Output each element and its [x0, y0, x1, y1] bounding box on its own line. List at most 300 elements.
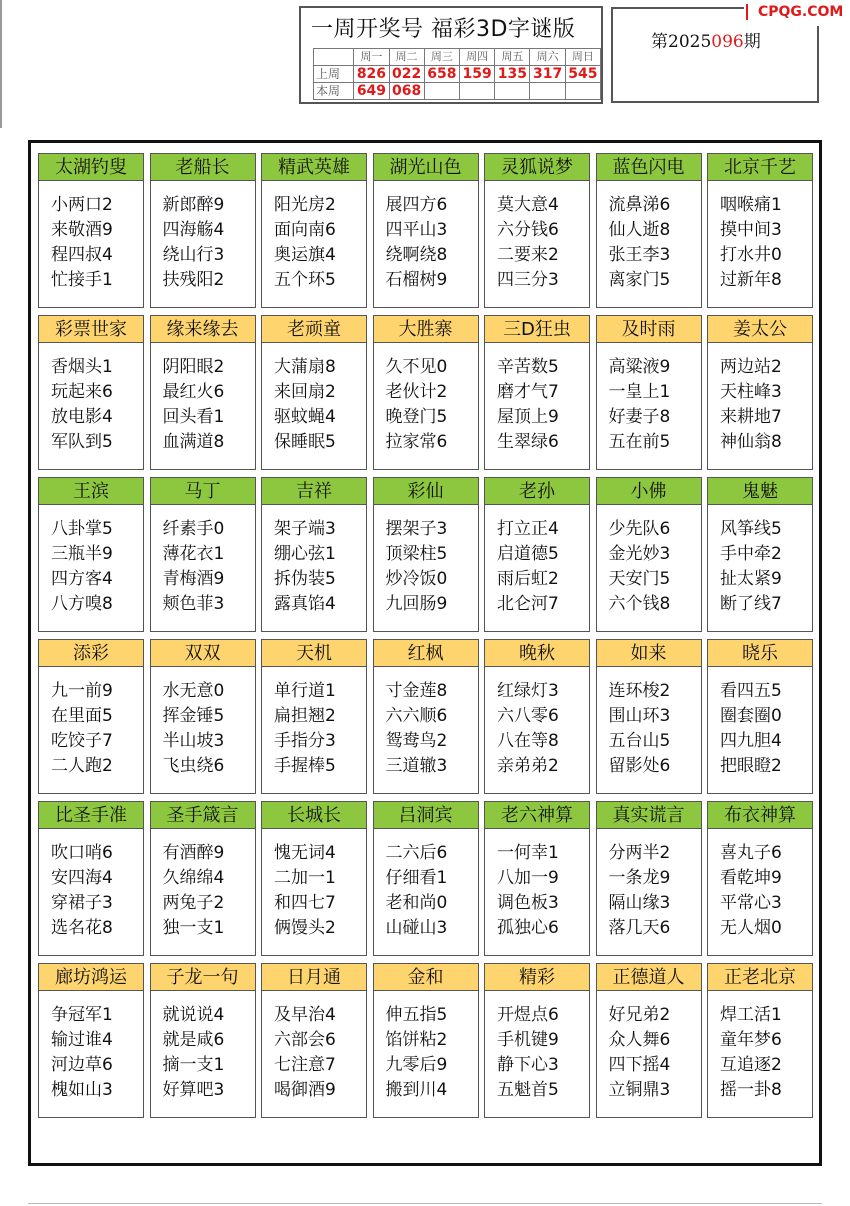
- card-body: [38, 667, 144, 794]
- riddle-line: 老伙计2: [385, 382, 448, 402]
- riddle-line: 选名花8: [51, 918, 113, 938]
- riddle-line: 立铜鼎3: [608, 1080, 671, 1100]
- issue-prefix: 第2025: [651, 32, 712, 52]
- riddle-line: 手指分3: [274, 731, 336, 751]
- card-title: 老船长: [150, 153, 256, 181]
- riddle-line: 来回扇2: [274, 382, 336, 402]
- card-body: [261, 991, 367, 1118]
- card-body: [484, 343, 590, 470]
- riddle-card: [596, 153, 702, 308]
- draw-number: 826: [354, 66, 389, 83]
- riddle-line: 八在等8: [497, 731, 559, 751]
- draw-number: [460, 83, 495, 100]
- riddle-line: 炒冷饭0: [385, 569, 448, 589]
- riddle-line: 九零后9: [385, 1055, 448, 1075]
- issue-highlight: 096: [711, 32, 744, 52]
- card-title: 马丁: [150, 477, 256, 505]
- day-header: 周五: [495, 49, 530, 66]
- draw-results-panel: [299, 6, 603, 104]
- card-title: 大胜寨: [373, 315, 479, 343]
- watermark-text: CPQG.COM: [758, 4, 844, 20]
- issue-number: [651, 27, 761, 52]
- draw-number: 159: [460, 66, 495, 83]
- riddle-card: [707, 315, 813, 470]
- riddle-line: 好兄弟2: [608, 1005, 671, 1025]
- riddle-line: 北仑河7: [497, 594, 559, 614]
- draw-number: [495, 83, 530, 100]
- riddle-line: 生翠绿6: [497, 432, 559, 452]
- riddle-line: 喜丸子6: [720, 843, 782, 863]
- riddle-card: [150, 963, 256, 1118]
- riddle-line: 馅饼粘2: [385, 1030, 448, 1050]
- riddle-line: 八方嗅8: [51, 594, 113, 614]
- card-title: 金和: [373, 963, 479, 991]
- card-body: [596, 991, 702, 1118]
- card-body: [261, 667, 367, 794]
- riddle-line: 把眼瞪2: [720, 756, 782, 776]
- riddle-line: 回头看1: [162, 407, 225, 427]
- riddle-line: 吃饺子7: [51, 731, 113, 751]
- card-title: 圣手箴言: [150, 801, 256, 829]
- riddle-card: [484, 153, 590, 308]
- card-body: [707, 181, 813, 308]
- riddle-line: 小两口2: [51, 195, 113, 215]
- riddle-line: 玩起来6: [51, 382, 113, 402]
- riddle-card: [484, 801, 590, 956]
- riddle-card: [373, 963, 479, 1118]
- riddle-card: [150, 639, 256, 794]
- riddle-line: 拆伪装5: [274, 569, 336, 589]
- riddle-line: 调色板3: [497, 893, 559, 913]
- card-body: [373, 181, 479, 308]
- riddle-line: 架子端3: [274, 519, 336, 539]
- card-title: 精彩: [484, 963, 590, 991]
- riddle-line: 搬到川4: [385, 1080, 448, 1100]
- riddle-line: 围山环3: [608, 706, 671, 726]
- riddle-card: [484, 315, 590, 470]
- riddle-card: [38, 315, 144, 470]
- riddle-line: 来耕地7: [720, 407, 782, 427]
- riddle-line: 天安门5: [608, 569, 671, 589]
- riddle-card: [261, 153, 367, 308]
- riddle-line: 挥金锤5: [162, 706, 225, 726]
- card-title: 精武英雄: [261, 153, 367, 181]
- card-title: 小佛: [596, 477, 702, 505]
- riddle-line: 磨才气7: [497, 382, 559, 402]
- riddle-line: 面向南6: [274, 220, 336, 240]
- riddle-line: 扶残阳2: [162, 270, 225, 290]
- riddle-card: [596, 801, 702, 956]
- riddle-line: 流鼻涕6: [608, 195, 671, 215]
- riddle-line: 有酒醉9: [162, 843, 225, 863]
- riddle-line: 童年梦6: [720, 1030, 782, 1050]
- riddle-card: [484, 477, 590, 632]
- riddle-line: 神仙翁8: [720, 432, 782, 452]
- riddle-card: [38, 153, 144, 308]
- card-title: 缘来缘去: [150, 315, 256, 343]
- riddle-line: 分两半2: [608, 843, 671, 863]
- card-body: [707, 667, 813, 794]
- riddle-line: 青梅酒9: [162, 569, 225, 589]
- riddle-line: 绕啊绕8: [385, 245, 448, 265]
- day-header: 周六: [530, 49, 565, 66]
- card-title: 王滨: [38, 477, 144, 505]
- card-body: [707, 829, 813, 956]
- riddle-line: 打立正4: [497, 519, 559, 539]
- card-body: [150, 667, 256, 794]
- riddle-line: 四方客4: [51, 569, 113, 589]
- riddle-line: 及早治4: [274, 1005, 336, 1025]
- card-title: 老顽童: [261, 315, 367, 343]
- riddle-line: 风筝线5: [720, 519, 782, 539]
- riddle-line: 六个钱8: [608, 594, 671, 614]
- riddle-card: [38, 477, 144, 632]
- card-title: 晓乐: [707, 639, 813, 667]
- riddle-line: 好妻子8: [608, 407, 671, 427]
- riddle-line: 五魁首5: [497, 1080, 559, 1100]
- riddle-line: 二人跑2: [51, 756, 113, 776]
- riddle-line: 开煜点6: [497, 1005, 559, 1025]
- riddle-line: 来敬酒9: [51, 220, 113, 240]
- card-body: [373, 991, 479, 1118]
- riddle-line: 三道辙3: [385, 756, 448, 776]
- card-body: [38, 343, 144, 470]
- card-body: [596, 667, 702, 794]
- riddle-line: 露真馅4: [274, 594, 336, 614]
- riddle-line: 无人烟0: [720, 918, 782, 938]
- card-body: [596, 181, 702, 308]
- riddle-line: 河边草6: [51, 1055, 113, 1075]
- card-body: [261, 505, 367, 632]
- riddle-line: 绷心弦1: [274, 544, 336, 564]
- card-title: 长城长: [261, 801, 367, 829]
- left-edge-line: [0, 0, 2, 128]
- card-title: 彩仙: [373, 477, 479, 505]
- riddle-card: [38, 963, 144, 1118]
- riddle-line: 喝御酒9: [274, 1080, 336, 1100]
- riddle-line: 隔山缘3: [608, 893, 671, 913]
- card-body: [150, 343, 256, 470]
- riddle-line: 六八零6: [497, 706, 559, 726]
- riddle-line: 老和尚0: [385, 893, 448, 913]
- riddle-line: 仔细看1: [385, 868, 448, 888]
- riddle-line: 阳光房2: [274, 195, 336, 215]
- draw-results-table: [313, 48, 601, 100]
- riddle-card: [484, 963, 590, 1118]
- card-body: [373, 667, 479, 794]
- riddle-line: 石榴树9: [385, 270, 448, 290]
- riddle-line: 忙接手1: [51, 270, 113, 290]
- riddle-card: [261, 801, 367, 956]
- card-body: [261, 829, 367, 956]
- riddle-line: 金光妙3: [608, 544, 671, 564]
- riddle-line: 好算吧3: [162, 1080, 225, 1100]
- card-title: 吉祥: [261, 477, 367, 505]
- bottom-divider: [28, 1203, 822, 1204]
- card-body: [38, 829, 144, 956]
- riddle-line: 七注意7: [274, 1055, 336, 1075]
- riddle-line: 过新年8: [720, 270, 782, 290]
- day-header: 周日: [565, 49, 600, 66]
- riddle-line: 久绵绵4: [162, 868, 225, 888]
- riddle-line: 少先队6: [608, 519, 671, 539]
- riddle-card: [373, 639, 479, 794]
- riddle-line: 和四七7: [274, 893, 336, 913]
- card-body: [484, 991, 590, 1118]
- riddle-line: 张王李3: [608, 245, 671, 265]
- riddle-card: [261, 963, 367, 1118]
- riddle-line: 启道德5: [497, 544, 559, 564]
- card-body: [373, 829, 479, 956]
- riddle-line: 独一支1: [162, 918, 225, 938]
- riddle-card: [373, 477, 479, 632]
- riddle-line: 飞虫绕6: [162, 756, 225, 776]
- card-title: 及时雨: [596, 315, 702, 343]
- riddle-grid: [28, 140, 822, 1166]
- riddle-line: 摇一卦8: [720, 1080, 782, 1100]
- riddle-card: [38, 801, 144, 956]
- riddle-line: 二六后6: [385, 843, 448, 863]
- draw-number: 135: [495, 66, 530, 83]
- riddle-line: 亲弟弟2: [497, 756, 559, 776]
- riddle-card: [707, 477, 813, 632]
- riddle-line: 水无意0: [162, 681, 225, 701]
- card-title: 子龙一句: [150, 963, 256, 991]
- riddle-line: 在里面5: [51, 706, 113, 726]
- card-body: [373, 343, 479, 470]
- page-title: 一周开奖号 福彩3D字谜版: [311, 17, 576, 42]
- riddle-line: 辛苦数5: [497, 357, 559, 377]
- riddle-line: 打水井0: [720, 245, 782, 265]
- riddle-line: 一皇上1: [608, 382, 671, 402]
- riddle-line: 平常心3: [720, 893, 782, 913]
- card-body: [261, 343, 367, 470]
- riddle-line: 扯太紧9: [720, 569, 782, 589]
- day-header: 周四: [460, 49, 495, 66]
- riddle-line: 四平山3: [385, 220, 448, 240]
- draw-number: 022: [389, 66, 424, 83]
- card-body: [150, 181, 256, 308]
- riddle-line: 焊工活1: [720, 1005, 782, 1025]
- card-title: 如来: [596, 639, 702, 667]
- riddle-line: 愧无词4: [274, 843, 336, 863]
- riddle-line: 争冠军1: [51, 1005, 113, 1025]
- riddle-line: 扁担翘2: [274, 706, 336, 726]
- card-body: [38, 505, 144, 632]
- card-body: [596, 505, 702, 632]
- day-header: 周二: [389, 49, 424, 66]
- riddle-line: 看四五5: [720, 681, 782, 701]
- riddle-line: 九回肠9: [385, 594, 448, 614]
- day-header: 周一: [354, 49, 389, 66]
- riddle-line: 就是咸6: [162, 1030, 225, 1050]
- card-body: [373, 505, 479, 632]
- riddle-line: 四下摇4: [608, 1055, 671, 1075]
- card-body: [38, 181, 144, 308]
- draw-number: [424, 83, 459, 100]
- card-body: [596, 343, 702, 470]
- riddle-card: [707, 963, 813, 1118]
- card-body: [484, 181, 590, 308]
- riddle-line: 摆架子3: [385, 519, 448, 539]
- riddle-line: 摘一支1: [162, 1055, 225, 1075]
- riddle-line: 顶梁柱5: [385, 544, 448, 564]
- card-body: [484, 829, 590, 956]
- riddle-line: 俩馒头2: [274, 918, 336, 938]
- card-title: 廊坊鸿运: [38, 963, 144, 991]
- riddle-line: 阴阳眼2: [162, 357, 225, 377]
- table-row: [314, 83, 601, 100]
- riddle-line: 静下心3: [497, 1055, 559, 1075]
- issue-suffix: 期: [743, 32, 761, 52]
- riddle-line: 莫大意4: [497, 195, 559, 215]
- card-title: 日月通: [261, 963, 367, 991]
- riddle-line: 穿裙子3: [51, 893, 113, 913]
- riddle-line: 绕山行3: [162, 245, 225, 265]
- riddle-card: [150, 153, 256, 308]
- riddle-card: [707, 639, 813, 794]
- riddle-line: 纤素手0: [162, 519, 225, 539]
- riddle-line: 离家门5: [608, 270, 671, 290]
- riddle-line: 伸五指5: [385, 1005, 448, 1025]
- draw-number: 658: [424, 66, 459, 83]
- riddle-line: 六部会6: [274, 1030, 336, 1050]
- card-title: 老孙: [484, 477, 590, 505]
- riddle-line: 大蒲扇8: [274, 357, 336, 377]
- riddle-line: 四海觞4: [162, 220, 225, 240]
- riddle-line: 留影处6: [608, 756, 671, 776]
- table-corner: [314, 49, 354, 66]
- riddle-line: 保睡眠5: [274, 432, 336, 452]
- riddle-line: 颊色菲3: [162, 594, 225, 614]
- card-title: 正德道人: [596, 963, 702, 991]
- riddle-line: 程四叔4: [51, 245, 113, 265]
- riddle-line: 槐如山3: [51, 1080, 113, 1100]
- riddle-line: 雨后虹2: [497, 569, 559, 589]
- card-title: 老六神算: [484, 801, 590, 829]
- card-body: [596, 829, 702, 956]
- riddle-line: 新郎醉9: [162, 195, 225, 215]
- draw-number: 545: [565, 66, 600, 83]
- card-title: 双双: [150, 639, 256, 667]
- riddle-line: 输过谁4: [51, 1030, 113, 1050]
- draw-number: [530, 83, 565, 100]
- riddle-line: 断了线7: [720, 594, 782, 614]
- riddle-card: [150, 315, 256, 470]
- riddle-line: 血满道8: [162, 432, 225, 452]
- riddle-card: [373, 153, 479, 308]
- riddle-card: [596, 315, 702, 470]
- draw-number: [565, 83, 600, 100]
- riddle-line: 众人舞6: [608, 1030, 671, 1050]
- card-title: 彩票世家: [38, 315, 144, 343]
- riddle-line: 天柱峰3: [720, 382, 782, 402]
- riddle-line: 五个环5: [274, 270, 336, 290]
- riddle-line: 手中牵2: [720, 544, 782, 564]
- riddle-line: 单行道1: [274, 681, 336, 701]
- card-title: 正老北京: [707, 963, 813, 991]
- riddle-line: 就说说4: [162, 1005, 225, 1025]
- card-title: 灵狐说梦: [484, 153, 590, 181]
- riddle-line: 八加一9: [497, 868, 559, 888]
- card-body: [150, 505, 256, 632]
- riddle-line: 五在前5: [608, 432, 671, 452]
- card-body: [150, 829, 256, 956]
- riddle-line: 山碰山3: [385, 918, 448, 938]
- riddle-line: 连环梭2: [608, 681, 671, 701]
- card-title: 比圣手准: [38, 801, 144, 829]
- riddle-line: 屋顶上9: [497, 407, 559, 427]
- riddle-line: 手机键9: [497, 1030, 559, 1050]
- riddle-card: [707, 153, 813, 308]
- riddle-line: 红绿灯3: [497, 681, 559, 701]
- riddle-line: 孤独心6: [497, 918, 559, 938]
- riddle-line: 鸳鸯鸟2: [385, 731, 448, 751]
- riddle-card: [484, 639, 590, 794]
- riddle-line: 一条龙9: [608, 868, 671, 888]
- riddle-card: [150, 477, 256, 632]
- draw-number: 068: [389, 83, 424, 100]
- card-body: [150, 991, 256, 1118]
- riddle-line: 晚登门5: [385, 407, 448, 427]
- card-title: 真实谎言: [596, 801, 702, 829]
- riddle-line: 仙人逝8: [608, 220, 671, 240]
- riddle-line: 看乾坤9: [720, 868, 782, 888]
- card-title: 天机: [261, 639, 367, 667]
- card-body: [707, 991, 813, 1118]
- riddle-card: [150, 801, 256, 956]
- riddle-line: 吹口哨6: [51, 843, 113, 863]
- card-title: 添彩: [38, 639, 144, 667]
- card-body: [707, 343, 813, 470]
- riddle-line: 咽喉痛1: [720, 195, 782, 215]
- row-label: 上周: [314, 66, 354, 83]
- riddle-line: 两边站2: [720, 357, 782, 377]
- card-title: 北京千艺: [707, 153, 813, 181]
- riddle-line: 六六顺6: [385, 706, 448, 726]
- riddle-line: 落几天6: [608, 918, 671, 938]
- card-title: 姜太公: [707, 315, 813, 343]
- riddle-line: 二要来2: [497, 245, 559, 265]
- riddle-line: 拉家常6: [385, 432, 448, 452]
- riddle-line: 军队到5: [51, 432, 113, 452]
- row-label: 本周: [314, 83, 354, 100]
- riddle-line: 二加一1: [274, 868, 336, 888]
- riddle-card: [596, 963, 702, 1118]
- riddle-line: 久不见0: [385, 357, 448, 377]
- riddle-line: 两兔子2: [162, 893, 225, 913]
- riddle-line: 九一前9: [51, 681, 113, 701]
- riddle-line: 放电影4: [51, 407, 113, 427]
- riddle-line: 半山坡3: [162, 731, 225, 751]
- day-header: 周三: [424, 49, 459, 66]
- card-body: [707, 505, 813, 632]
- riddle-card: [707, 801, 813, 956]
- card-title: 鬼魅: [707, 477, 813, 505]
- card-body: [261, 181, 367, 308]
- riddle-card: [38, 639, 144, 794]
- card-title: 晚秋: [484, 639, 590, 667]
- riddle-line: 五台山5: [608, 731, 671, 751]
- card-title: 红枫: [373, 639, 479, 667]
- riddle-line: 四三分3: [497, 270, 559, 290]
- riddle-line: 摸中间3: [720, 220, 782, 240]
- card-title: 吕洞宾: [373, 801, 479, 829]
- riddle-line: 薄花衣1: [162, 544, 225, 564]
- card-title: 太湖钓叟: [38, 153, 144, 181]
- riddle-line: 手握棒5: [274, 756, 336, 776]
- card-title: 布衣神算: [707, 801, 813, 829]
